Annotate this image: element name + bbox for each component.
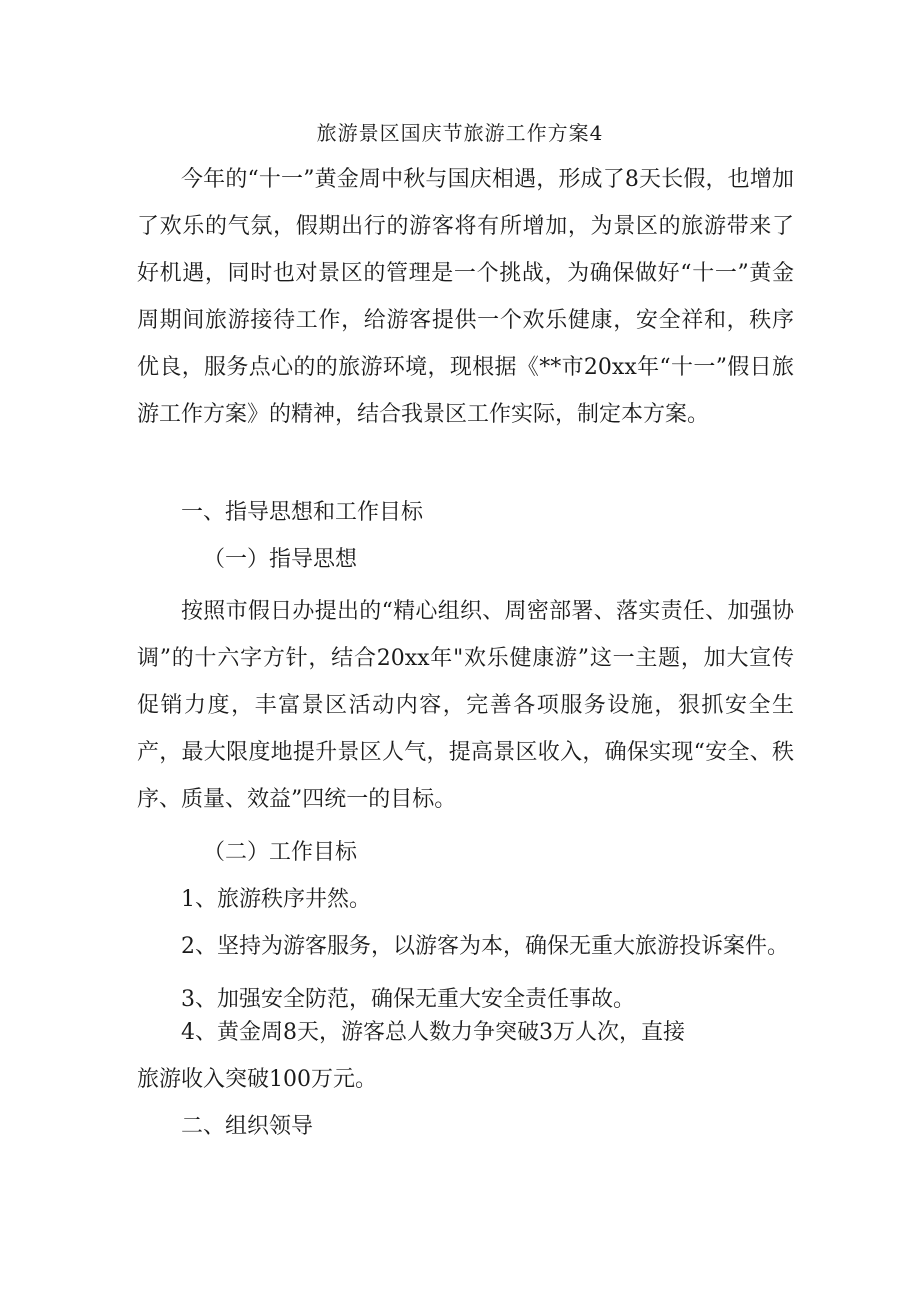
goal-item-4-line-2: 旅游收入突破100万元。 (137, 1067, 377, 1092)
subsection-heading-guiding-thought: （一）指导思想 (203, 547, 358, 572)
subsection-heading-work-goals: （二）工作目标 (203, 840, 358, 865)
goal-item-2: 2、坚持为游客服务，以游客为本，确保无重大旅游投诉案件。 (181, 934, 789, 959)
document-title: 旅游景区国庆节旅游工作方案4 (316, 121, 604, 145)
goal-item-3: 3、加强安全防范，确保无重大安全责任事故。 (181, 987, 635, 1012)
goal-item-1: 1、旅游秩序井然。 (181, 887, 371, 912)
guiding-thought-paragraph: 按照市假日办提出的“精心组织、周密部署、落实责任、加强协调”的十六字方针，结合20xx年"欢乐健康游”这一主题，加大宣传促销力度，丰富景区活动内容，完善各项服务设施，狠抓安全生产，最大限度地提升景区人气，提高景区收入，确保实现“安全、秩序、质量、效益”四统一的目标。 (137, 599, 794, 812)
section-heading-guiding-thought-and-goals: 一、指导思想和工作目标 (181, 500, 424, 525)
goal-item-4-line-1: 4、黄金周8天，游客总人数力争突破3万人次，直接 (181, 1020, 685, 1045)
section-heading-organization: 二、组织领导 (181, 1114, 314, 1139)
intro-paragraph: 今年的“十一”黄金周中秋与国庆相遇，形成了8天长假，也增加了欢乐的气氛，假期出行的游客将有所增加，为景区的旅游带来了好机遇，同时也对景区的管理是一个挑战，为确保做好“十一”黄金周期间旅游接待工作，给游客提供一个欢乐健康，安全祥和，秩序优良，服务点心的的旅游环境，现根据《**市20xx年“十一”假日旅游工作方案》的精神，结合我景区工作实际，制定本方案。 (137, 167, 794, 427)
